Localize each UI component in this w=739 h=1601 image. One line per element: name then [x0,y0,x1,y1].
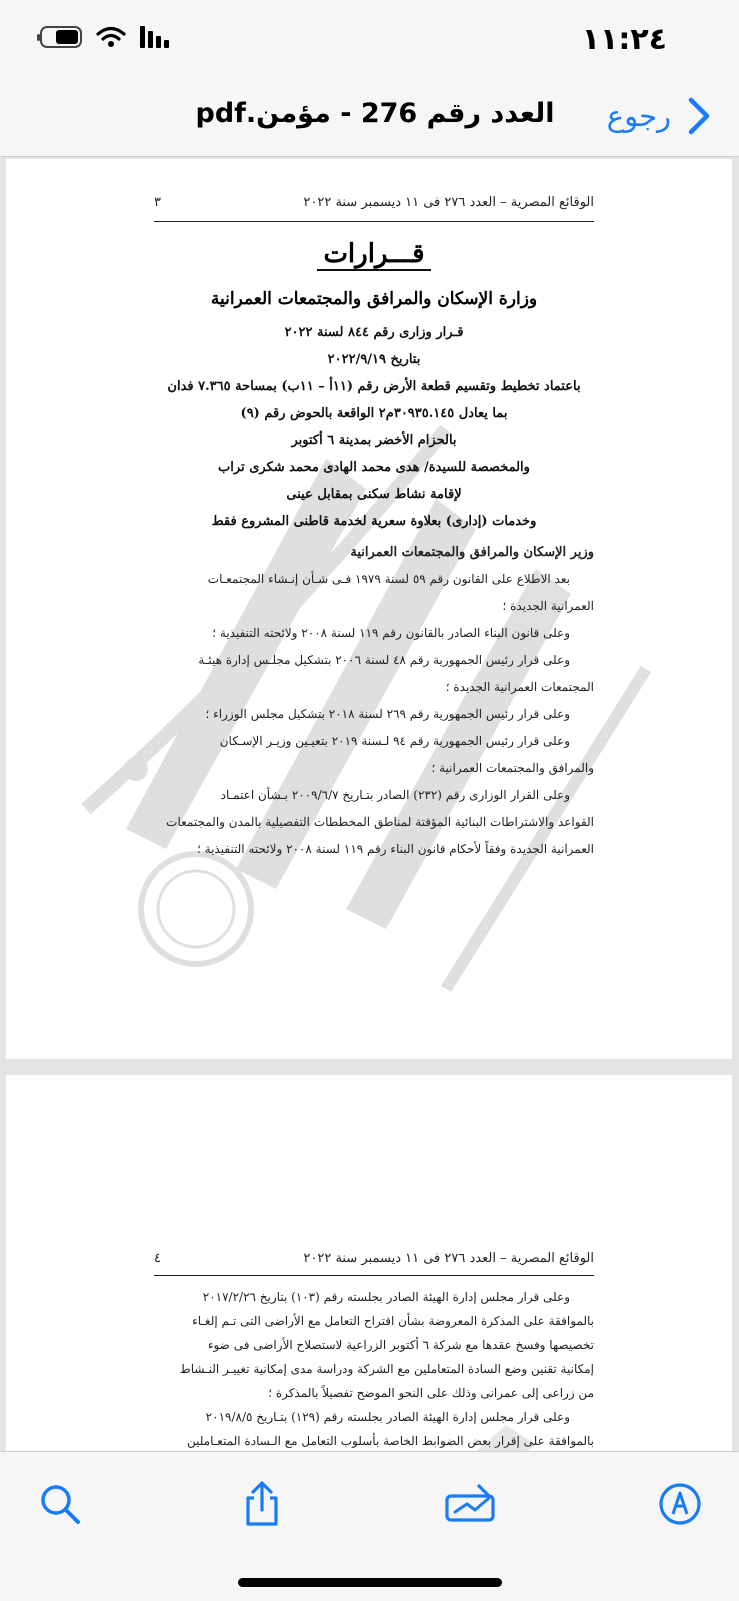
annotate-button[interactable] [652,1476,708,1532]
minister-line: وزير الإسكان والمرافق والمجتمعات العمرانية [350,545,594,560]
page-number: ٣ [154,195,161,210]
pdf-viewer[interactable] [0,157,739,1451]
wifi-icon [96,26,126,48]
chevron-right-icon [679,94,717,138]
decree-line: بالحزام الأخضر بمدينة ٦ أكتوبر [291,433,457,448]
status-time: ١١:٢٤ [581,22,667,57]
decree-line: باعتماد تخطيط وتقسيم قطعة الأرض رقم (١١أ – ١١ب) بمساحة ٧.٣٦٥ فدان [167,379,581,394]
body-line: وعلى قرار مجلس إدارة الهيئة الصادر بجلسته رقم (١٠٣) بتاريخ ٢٠١٧/٢/٢٦ [202,1290,570,1304]
back-label: رجوع [606,99,671,133]
body-line: وعلى قرار رئيس الجمهورية رقم ٩٤ لـسنة ٢٠١٩ بتعيـين وزيـر الإسـكان [219,734,570,748]
page-number: ٤ [154,1251,161,1266]
status-bar [0,0,739,80]
markup-icon [443,1482,499,1526]
body-line: وعلى قرار مجلس إدارة الهيئة الصادر بجلسته رقم (١٢٩) بتـاريخ ٢٠١٩/٨/٥ [205,1410,570,1424]
body-line: المجتمعات العمرانية الجديدة ؛ [445,680,594,694]
share-icon [240,1480,284,1528]
body-line: العمرانية الجديدة وفقاً لأحكام قانون البناء رقم ١١٩ لسنة ٢٠٠٨ ولائحته التنفيذية ؛ [197,842,594,856]
body-line: القواعد والاشتراطات البنائية المؤقتة لمناطق المخططات التفصيلية بالمدن والمجتمعات [166,815,594,829]
page-header [154,1251,594,1266]
header-rule [154,221,594,222]
body-line: بالموافقة على المذكرة المعروضة بشأن اقتراح التعامل مع الأراضى التى تـم إلغـاء [192,1314,594,1328]
body-line: إمكانية تقنين وضع السادة المتعاملين مع الشركة ودراسة مدى إمكانية تغييـر النـشاط [179,1362,594,1376]
home-indicator[interactable] [238,1578,502,1587]
annotate-icon [657,1481,703,1527]
body-line: والمرافق والمجتمعات العمرانية ؛ [431,761,594,775]
decree-line: بتاريخ ٢٠٢٢/٩/١٩ [327,352,421,367]
decree-line: وخدمات (إدارى) بعلاوة سعرية لخدمة قاطنى المشروع فقط [211,514,537,529]
body-line: وعلى قرار رئيس الجمهورية رقم ٤٨ لسنة ٢٠٠٦ بتشكيل مجلـس إدارة هيئـة [198,653,570,667]
decree-block [154,319,594,535]
page-header-text: الوقائع المصرية – العدد ٢٧٦ فى ١١ ديسمبر سنة ٢٠٢٢ [303,195,594,210]
section-title: قـــرارات [154,239,594,269]
body-text [154,539,594,863]
body-line: وعلى القرار الوزارى رقم (٢٣٢) الصادر بتـاريخ ٢٠٠٩/٦/٧ بـشأن اعتمـاد [220,788,570,802]
body-text [154,1285,594,1451]
decree-line: لإقامة نشاط سكنى بمقابل عينى [286,487,462,502]
body-line: بالموافقة على إقرار بعض الضوابط الخاصة بأسلوب التعامل مع الـسادة المتعـاملين [186,1434,594,1448]
decree-line: بما يعادل ٣٠٩٣٥.١٤٥م٢ الواقعة بالحوض رقم (٩) [240,406,508,421]
navigation-bar [0,80,739,157]
pdf-page [6,159,732,1059]
decree-line: قـرار وزارى رقم ٨٤٤ لسنة ٢٠٢٢ [284,325,464,340]
page-header-text: الوقائع المصرية – العدد ٢٧٦ فى ١١ ديسمبر سنة ٢٠٢٢ [303,1251,594,1266]
body-line: بعد الاطلاع على القانون رقم ٥٩ لسنة ١٩٧٩ فـى شـأن إنـشاء المجتمعـات [207,572,570,586]
battery-icon [40,26,82,48]
search-button[interactable] [32,1476,88,1532]
ministry-heading: وزارة الإسكان والمرافق والمجتمعات العمرانية [210,289,538,309]
body-line: وعلى قرار رئيس الجمهورية رقم ٢٦٩ لسنة ٢٠١٨ بتشكيل مجلس الوزراء ؛ [205,707,570,721]
decree-line: والمخصصة للسيدة/ هدى محمد الهادى محمد شكرى تراب [218,460,530,475]
bottom-toolbar [0,1451,739,1601]
page-header [154,195,594,210]
markup-button[interactable] [440,1476,502,1532]
search-icon [38,1482,82,1526]
body-line: العمرانية الجديدة ؛ [502,599,594,613]
body-line: تخصيصها وفسخ عقدها مع شركة ٦ أكتوبر الزراعية لاستصلاح الأراضى فى ضوء [207,1338,594,1352]
back-button[interactable] [607,94,717,138]
pdf-page [6,1075,732,1451]
body-line: من زراعى إلى عمرانى وذلك على النحو الموضح تفصيلاً بالمذكرة ؛ [268,1386,594,1400]
body-line: وعلى قانون البناء الصادر بالقانون رقم ١١٩ لسنة ٢٠٠٨ ولائحته التنفيذية ؛ [212,626,570,640]
document-title: العدد رقم 276 - مؤمن.pdf [195,98,555,129]
status-icons [40,26,169,48]
share-button[interactable] [234,1476,290,1532]
header-rule [154,1275,594,1276]
cellular-signal-icon [140,26,169,48]
